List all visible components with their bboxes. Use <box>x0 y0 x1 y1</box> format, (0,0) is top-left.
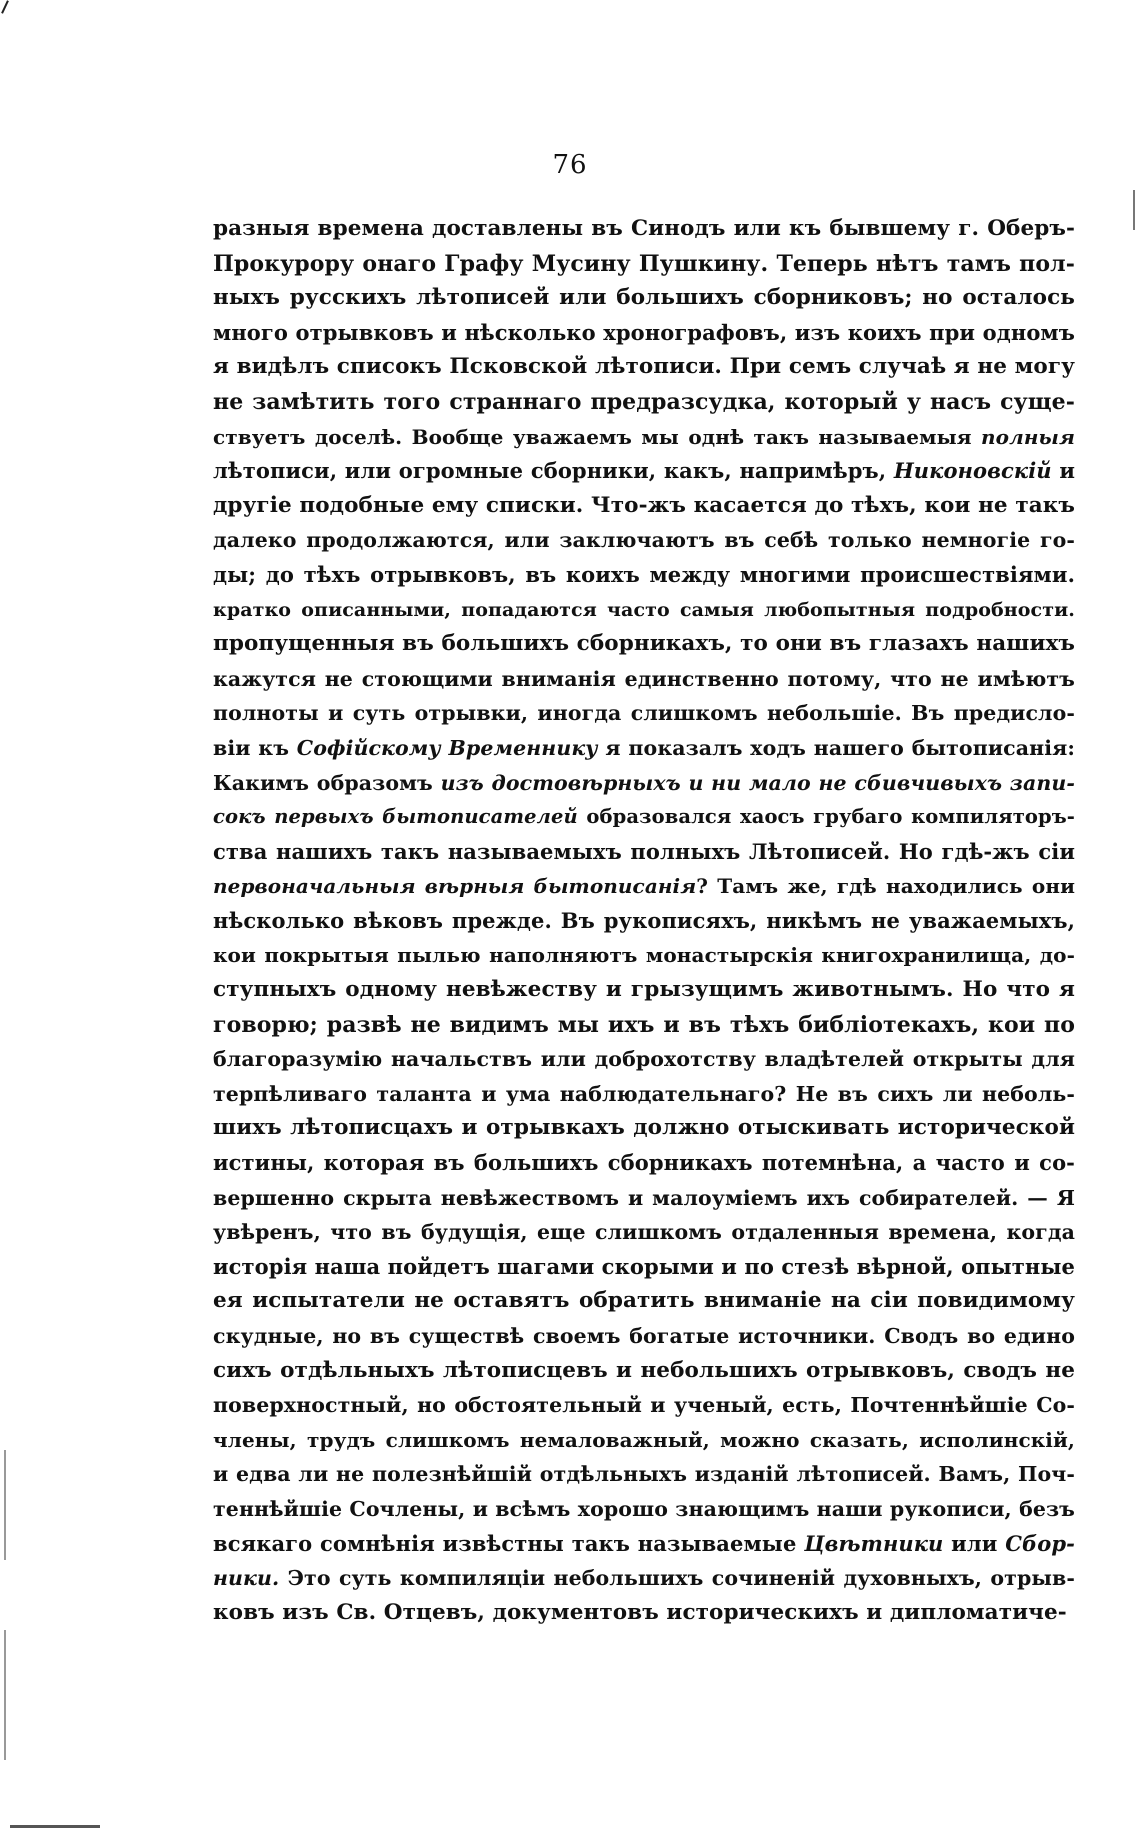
text-line <box>213 247 1075 282</box>
text-segment: кажутся не стоющими вниманія единственно потому, что не имѣютъ <box>213 666 1075 691</box>
text-segment: ствуетъ доселѣ. Вообще уважаемъ мы однѣ такъ называемыя <box>213 424 982 449</box>
text-segment: благоразумію начальствъ или доброхотству владѣтелей открыты для <box>213 1047 1075 1072</box>
text-segment: ея испытатели не оставятъ обратить вниманіе на сіи повидимому <box>213 1288 1075 1314</box>
text-line <box>213 973 1075 1008</box>
text-segment: вершенно скрыта невѣжествомъ и малоуміемъ ихъ собирателей. — Я <box>213 1185 1075 1210</box>
text-line <box>213 1008 1075 1043</box>
text-segment: ? Тамъ же, гдѣ находились они <box>696 874 1075 899</box>
text-line <box>213 1596 1075 1631</box>
text-segment: всякаго сомнѣнія извѣстны такъ называемые <box>213 1530 805 1556</box>
text-line <box>213 1561 1075 1596</box>
text-segment: члены, трудъ слишкомъ немаловажный, можно сказать, исполинскій, <box>213 1427 1075 1452</box>
text-line <box>213 1388 1075 1423</box>
text-segment: кои покрытыя пылью наполняютъ монастырскія книгохранилища, до- <box>213 943 1075 968</box>
text-segment: лѣтописи, или огромные сборники, какъ, напримѣръ, <box>213 458 894 484</box>
text-segment: образовался хаосъ грубаго компиляторъ- <box>577 805 1075 829</box>
text-segment: сихъ отдѣльныхъ лѣтописцевъ и небольшихъ отрывковъ, сводъ не <box>213 1357 1075 1383</box>
text-segment: ковъ изъ Св. Отцевъ, документовъ историческихъ и дипломатиче- <box>213 1599 1067 1625</box>
italic-segment: Сбор- <box>1005 1530 1075 1556</box>
text-segment: Какимъ образомъ <box>213 770 441 795</box>
text-segment: терпѣливаго таланта и ума наблюдательнаго? Не въ сихъ ли неболь- <box>213 1081 1075 1106</box>
text-segment: исторія наша пойдетъ шагами скорыми и по стезѣ вѣрной, опытные <box>213 1253 1075 1279</box>
text-line <box>213 385 1075 420</box>
text-segment: полноты и суть отрывки, иногда слишкомъ небольшіе. Въ предисло- <box>213 701 1075 726</box>
italic-segment: Цвѣтники <box>804 1530 944 1556</box>
text-line <box>213 420 1075 455</box>
body-text <box>213 212 1075 1630</box>
text-line <box>213 627 1075 662</box>
scan-mark <box>10 1825 100 1828</box>
text-line <box>213 1181 1075 1216</box>
text-line <box>213 938 1075 973</box>
page-number: 76 <box>552 150 588 180</box>
scan-mark <box>4 1630 6 1760</box>
italic-segment: изъ достовѣрныхъ и ни мало не сбивчивыхъ запи- <box>440 770 1075 795</box>
scan-mark <box>1 0 9 14</box>
text-segment: и едва ли не полезнѣйшій отдѣльныхъ изданій лѣтописей. Вамъ, Поч- <box>213 1462 1075 1487</box>
italic-segment: полныя <box>981 424 1075 449</box>
italic-segment: Софійскому Временнику <box>296 735 598 760</box>
text-line <box>213 316 1075 351</box>
text-segment: теннѣйшіе Сочлены, и всѣмъ хорошо знающимъ наши рукописи, безъ <box>213 1496 1075 1521</box>
text-segment: много отрывковъ и нѣсколько хронографовъ, изъ коихъ при одномъ <box>213 319 1075 345</box>
text-segment: далеко продолжаются, или заключаютъ въ себѣ только немногіе го- <box>213 528 1075 553</box>
text-segment: пропущенныя въ большихъ сборникахъ, то они въ глазахъ нашихъ <box>213 631 1075 657</box>
text-segment: ды; до тѣхъ отрывковъ, въ коихъ между многими происшествіями. <box>213 561 1075 587</box>
text-line <box>213 800 1075 835</box>
text-line <box>213 1319 1075 1354</box>
text-segment: ступныхъ одному невѣжеству и грызущимъ животнымъ. Но что я <box>213 977 1075 1003</box>
scan-mark <box>4 1450 6 1560</box>
text-line <box>213 350 1075 385</box>
text-segment: скудные, но въ существѣ своемъ богатые источники. Сводъ во едино <box>213 1324 1075 1348</box>
text-line <box>213 1492 1075 1527</box>
text-segment: нѣсколько вѣковъ прежде. Въ рукописяхъ, никѣмъ не уважаемыхъ, <box>213 907 1075 933</box>
text-line <box>213 1111 1075 1146</box>
text-line <box>213 212 1075 247</box>
text-line <box>213 1042 1075 1077</box>
text-line <box>213 1354 1075 1389</box>
text-segment: ныхъ русскихъ лѣтописей или большихъ сборниковъ; но осталось <box>213 285 1075 311</box>
text-segment: Это суть компиляціи небольшихъ сочиненій духовныхъ, отрыв- <box>279 1566 1075 1591</box>
text-line <box>213 523 1075 558</box>
text-line <box>213 1457 1075 1492</box>
italic-segment: ники. <box>213 1566 280 1591</box>
text-line <box>213 766 1075 801</box>
text-segment: ства нашихъ такъ называемыхъ полныхъ Лѣтописей. Но гдѣ-жъ сіи <box>213 838 1075 864</box>
text-line <box>213 281 1075 316</box>
text-segment: не замѣтить того страннаго предразсудка, который у насъ суще- <box>213 388 1075 415</box>
italic-segment: Никоновскій <box>893 458 1052 484</box>
text-line <box>213 1146 1075 1181</box>
text-line <box>213 1215 1075 1250</box>
text-line <box>213 696 1075 731</box>
text-segment: другіе подобные ему списки. Что-жъ касается до тѣхъ, кои не такъ <box>213 492 1075 518</box>
text-segment: Прокурору онаго Графу Мусину Пушкину. Теперь нѣтъ тамъ пол- <box>213 250 1075 277</box>
text-segment: говорю; развѣ не видимъ мы ихъ и въ тѣхъ библіотекахъ, кои по <box>213 1011 1075 1038</box>
text-segment: віи къ <box>213 735 297 760</box>
text-line <box>213 1284 1075 1319</box>
text-segment: истины, которая въ большихъ сборникахъ потемнѣна, а часто и со- <box>213 1150 1075 1176</box>
text-segment: и <box>1051 458 1076 484</box>
text-segment: шихъ лѣтописцахъ и отрывкахъ должно отыскивать исторической <box>213 1115 1075 1141</box>
text-line <box>213 1250 1075 1285</box>
text-line <box>213 489 1075 524</box>
text-line <box>213 662 1075 697</box>
text-segment: разныя времена доставлены въ Синодъ или къ бывшему г. Оберъ- <box>213 216 1075 241</box>
text-line <box>213 731 1075 766</box>
text-line <box>213 593 1075 628</box>
text-segment: увѣренъ, что въ будущія, еще слишкомъ отдаленныя времена, когда <box>213 1220 1075 1245</box>
text-segment: кратко описанными, попадаются часто самыя любопытныя подробности. <box>213 598 1075 621</box>
text-line <box>213 835 1075 870</box>
text-line <box>213 558 1075 593</box>
text-line <box>213 454 1075 489</box>
text-segment: я видѣлъ списокъ Псковской лѣтописи. При семъ случаѣ я не могу <box>213 354 1075 380</box>
text-segment: поверхностный, но обстоятельный и ученый, есть, Почтеннѣйшіе Со- <box>213 1393 1075 1418</box>
text-segment: я показалъ ходъ нашего бытописанія: <box>597 735 1075 760</box>
text-line <box>213 1077 1075 1112</box>
italic-segment: сокъ первыхъ бытописателей <box>213 805 578 829</box>
text-line <box>213 1527 1075 1562</box>
text-line <box>213 904 1075 939</box>
text-segment: или <box>943 1530 1006 1556</box>
text-line <box>213 869 1075 904</box>
text-line <box>213 1423 1075 1458</box>
italic-segment: первоначальныя вѣрныя бытописанія <box>213 874 697 899</box>
scan-mark <box>1133 190 1135 230</box>
